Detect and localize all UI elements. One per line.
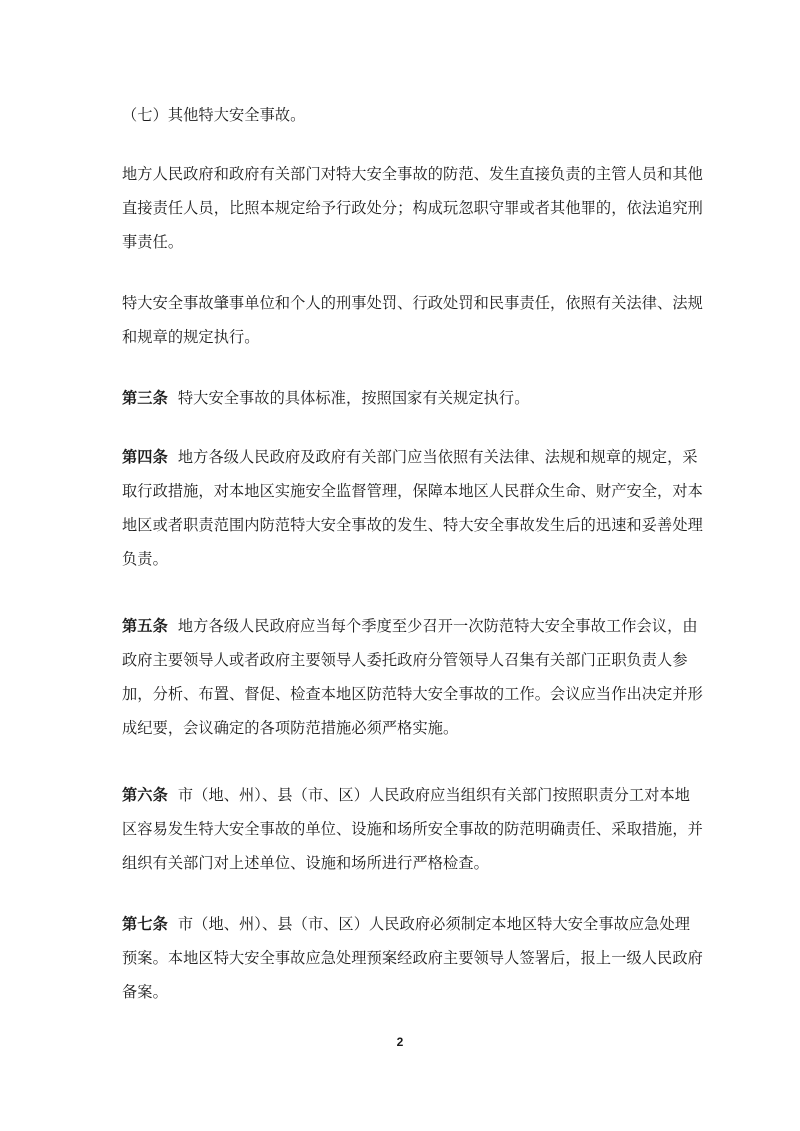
article-label: 第五条 <box>122 617 168 635</box>
article-7 <box>122 907 703 1009</box>
paragraph-line: 政府主要领导人或者政府主要领导人委托政府分管领导人召集有关部门正职负责人参 <box>122 651 688 669</box>
article-text: 市（地、州）、县（市、区）人民政府必须制定本地区特大安全事故应急处理 <box>177 915 691 933</box>
paragraph-line: 地区或者职责范围内防范特大安全事故的发生、特大安全事故发生后的迅速和妥善处理 <box>122 516 703 534</box>
page-number: 2 <box>396 1035 404 1049</box>
paragraph-responsibility <box>122 157 703 259</box>
paragraph-line: 取行政措施，对本地区实施安全监督管理，保障本地区人民群众生命、财产安全，对本 <box>122 482 703 500</box>
paragraph-line: 区容易发生特大安全事故的单位、设施和场所安全事故的防范明确责任、采取措施，并 <box>122 820 703 838</box>
clause-7-other <box>122 98 692 132</box>
paragraph-liability <box>122 286 703 354</box>
article-text: 特大安全事故的具体标准，按照国家有关规定执行。 <box>177 389 530 407</box>
paragraph-line <box>122 381 692 415</box>
article-text: 地方各级人民政府应当每个季度至少召开一次防范特大安全事故工作会议，由 <box>177 617 698 635</box>
article-text: 地方各级人民政府及政府有关部门应当依照有关法律、法规和规章的规定，采 <box>177 448 698 466</box>
article-label: 第七条 <box>122 915 168 933</box>
paragraph-line <box>122 440 698 474</box>
paragraph-line: 特大安全事故肇事单位和个人的刑事处罚、行政处罚和民事责任，依照有关法律、法规 <box>122 294 703 312</box>
paragraph-line: 地方人民政府和政府有关部门对特大安全事故的防范、发生直接负责的主管人员和其他 <box>122 165 703 183</box>
article-4 <box>122 440 703 576</box>
article-label: 第四条 <box>122 448 168 466</box>
paragraph-line: 负责。 <box>122 550 168 568</box>
paragraph-line: 加，分析、布置、督促、检查本地区防范特大安全事故的工作。会议应当作出决定并形 <box>122 685 703 703</box>
article-5 <box>122 609 703 745</box>
paragraph-line: 事责任。 <box>122 233 184 251</box>
paragraph-line: （七）其他特大安全事故。 <box>122 106 306 124</box>
paragraph-line <box>122 609 698 643</box>
paragraph-line: 备案。 <box>122 983 168 1001</box>
article-label: 第三条 <box>122 389 168 407</box>
paragraph-line: 组织有关部门对上述单位、设施和场所进行严格检查。 <box>122 854 489 872</box>
article-label: 第六条 <box>122 786 168 804</box>
article-3 <box>122 381 692 415</box>
article-text: 市（地、州）、县（市、区）人民政府应当组织有关部门按照职责分工对本地 <box>177 786 691 804</box>
paragraph-line: 和规章的规定执行。 <box>122 328 260 346</box>
paragraph-line <box>122 778 692 812</box>
paragraph-line: 直接责任人员，比照本规定给予行政处分；构成玩忽职守罪或者其他罪的，依法追究刑 <box>122 199 703 217</box>
paragraph-line: 预案。本地区特大安全事故应急处理预案经政府主要领导人签署后，报上一级人民政府 <box>122 949 703 967</box>
paragraph-line <box>122 907 692 941</box>
paragraph-line: 成纪要，会议确定的各项防范措施必须严格实施。 <box>122 719 459 737</box>
article-6 <box>122 778 703 880</box>
